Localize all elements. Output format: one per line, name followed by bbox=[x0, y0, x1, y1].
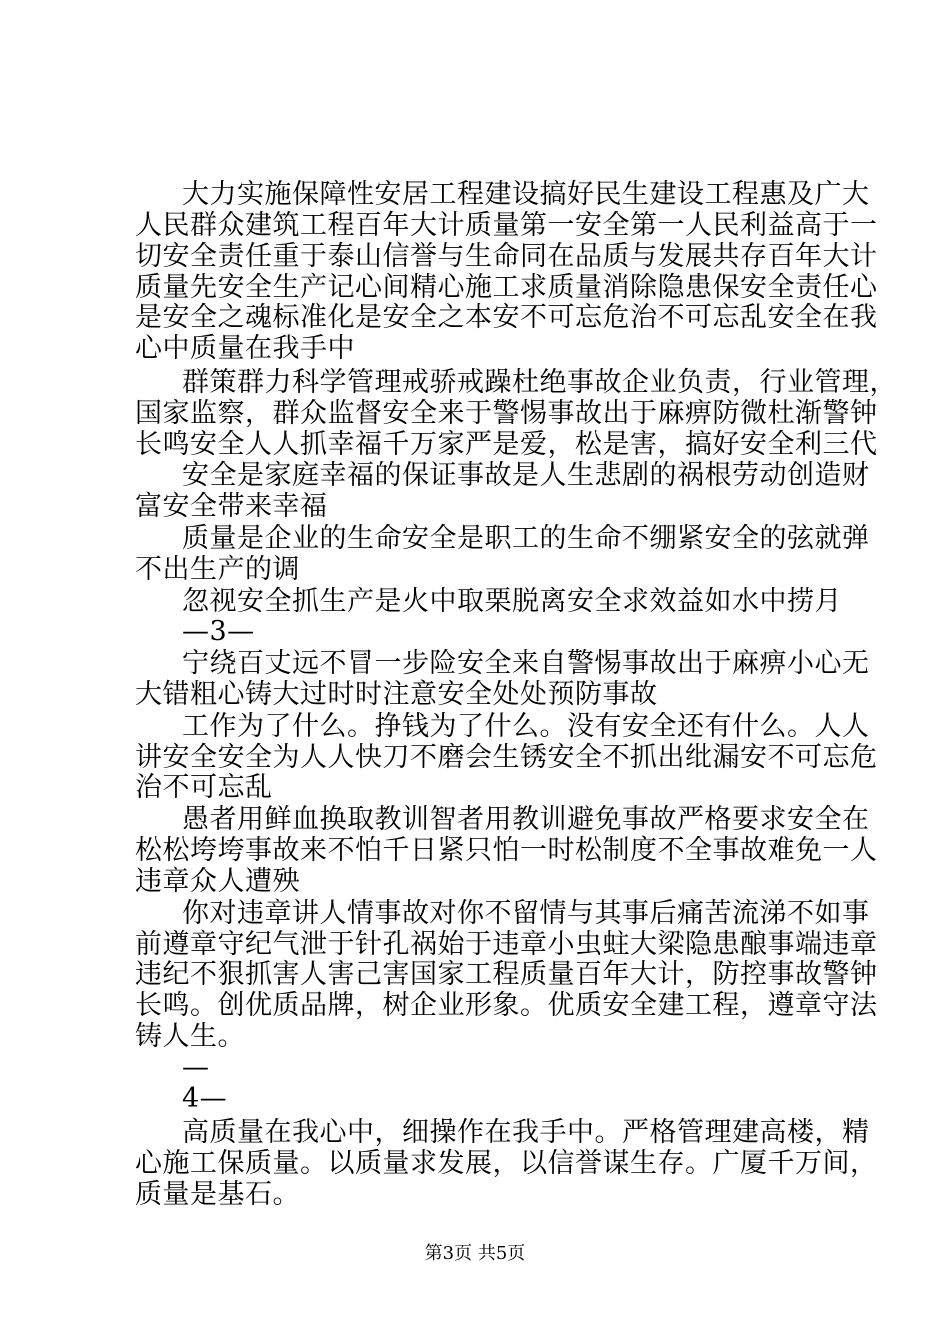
text-line: 松松垮垮事故来不怕千日紧只怕一时松制度不全事故难免一人 bbox=[135, 835, 878, 866]
text-line: 忽视安全抓生产是火中取栗脱离安全求效益如水中捞月 bbox=[182, 586, 842, 617]
text-line: 质量是基石。 bbox=[135, 1179, 300, 1210]
text-line: 安全是家庭幸福的保证事故是人生悲剧的祸根劳动创造财 bbox=[182, 460, 870, 491]
text-line: 你对违章讲人情事故对你不留情与其事后痛苦流涕不如事 bbox=[182, 898, 870, 929]
text-line: 愚者用鲜血换取教训智者用教训避免事故严格要求安全在 bbox=[182, 804, 870, 835]
text-line: 宁绕百丈远不冒一步险安全来自警惕事故出于麻痹小心无 bbox=[182, 648, 870, 679]
text-line: 长鸣。创优质品牌，树企业形象。优质安全建工程，遵章守法 bbox=[135, 990, 878, 1021]
text-line: 铸人生。 bbox=[135, 1021, 245, 1052]
text-line: 长鸣安全人人抓幸福千万家严是爱，松是害，搞好安全利三代 bbox=[135, 429, 878, 460]
text-line: 讲安全安全为人人快刀不磨会生锈安全不抓出纰漏安不可忘危 bbox=[135, 742, 878, 773]
page-marker: —3— bbox=[182, 616, 255, 647]
text-line: 大错粗心铸大过时时注意安全处处预防事故 bbox=[135, 679, 658, 710]
text-line: 工作为了什么。挣钱为了什么。没有安全还有什么。人人 bbox=[182, 711, 870, 742]
text-line: 高质量在我心中，细操作在我手中。严格管理建高楼，精 bbox=[182, 1117, 870, 1148]
text-line: 心中质量在我手中 bbox=[135, 333, 355, 364]
page-marker: — bbox=[182, 1052, 210, 1083]
text-line: 人民群众建筑工程百年大计质量第一安全第一人民利益高于一 bbox=[135, 210, 878, 241]
page-marker: 4— bbox=[182, 1083, 228, 1114]
text-line: 前遵章守纪气泄于针孔祸始于违章小虫蛀大梁隐患酿事端违章 bbox=[135, 929, 878, 960]
text-line: 大力实施保障性安居工程建设搞好民生建设工程惠及广大 bbox=[182, 179, 870, 210]
text-line: 治不可忘乱 bbox=[135, 772, 273, 803]
text-line: 违纪不狠抓害人害己害国家工程质量百年大计，防控事故警钟 bbox=[135, 959, 878, 990]
text-line: 质量是企业的生命安全是职工的生命不绷紧安全的弦就弹 bbox=[182, 523, 870, 554]
text-line: 不出生产的调 bbox=[135, 554, 300, 585]
text-line: 是安全之魂标准化是安全之本安不可忘危治不可忘乱安全在我 bbox=[135, 302, 878, 333]
text-line: 群策群力科学管理戒骄戒躁杜绝事故企业负责，行业管理， bbox=[182, 367, 897, 398]
text-line: 违章众人遭殃 bbox=[135, 866, 300, 897]
text-line: 富安全带来幸福 bbox=[135, 491, 328, 522]
text-line: 心施工保质量。以质量求发展，以信誉谋生存。广厦千万间， bbox=[135, 1148, 878, 1179]
text-line: 切安全责任重于泰山信誉与生命同在品质与发展共存百年大计 bbox=[135, 241, 878, 272]
text-line: 国家监察，群众监督安全来于警惕事故出于麻痹防微杜渐警钟 bbox=[135, 398, 878, 429]
text-line: 质量先安全生产记心间精心施工求质量消除隐患保安全责任心 bbox=[135, 272, 878, 303]
page-footer: 第3页 共5页 bbox=[424, 1243, 526, 1264]
